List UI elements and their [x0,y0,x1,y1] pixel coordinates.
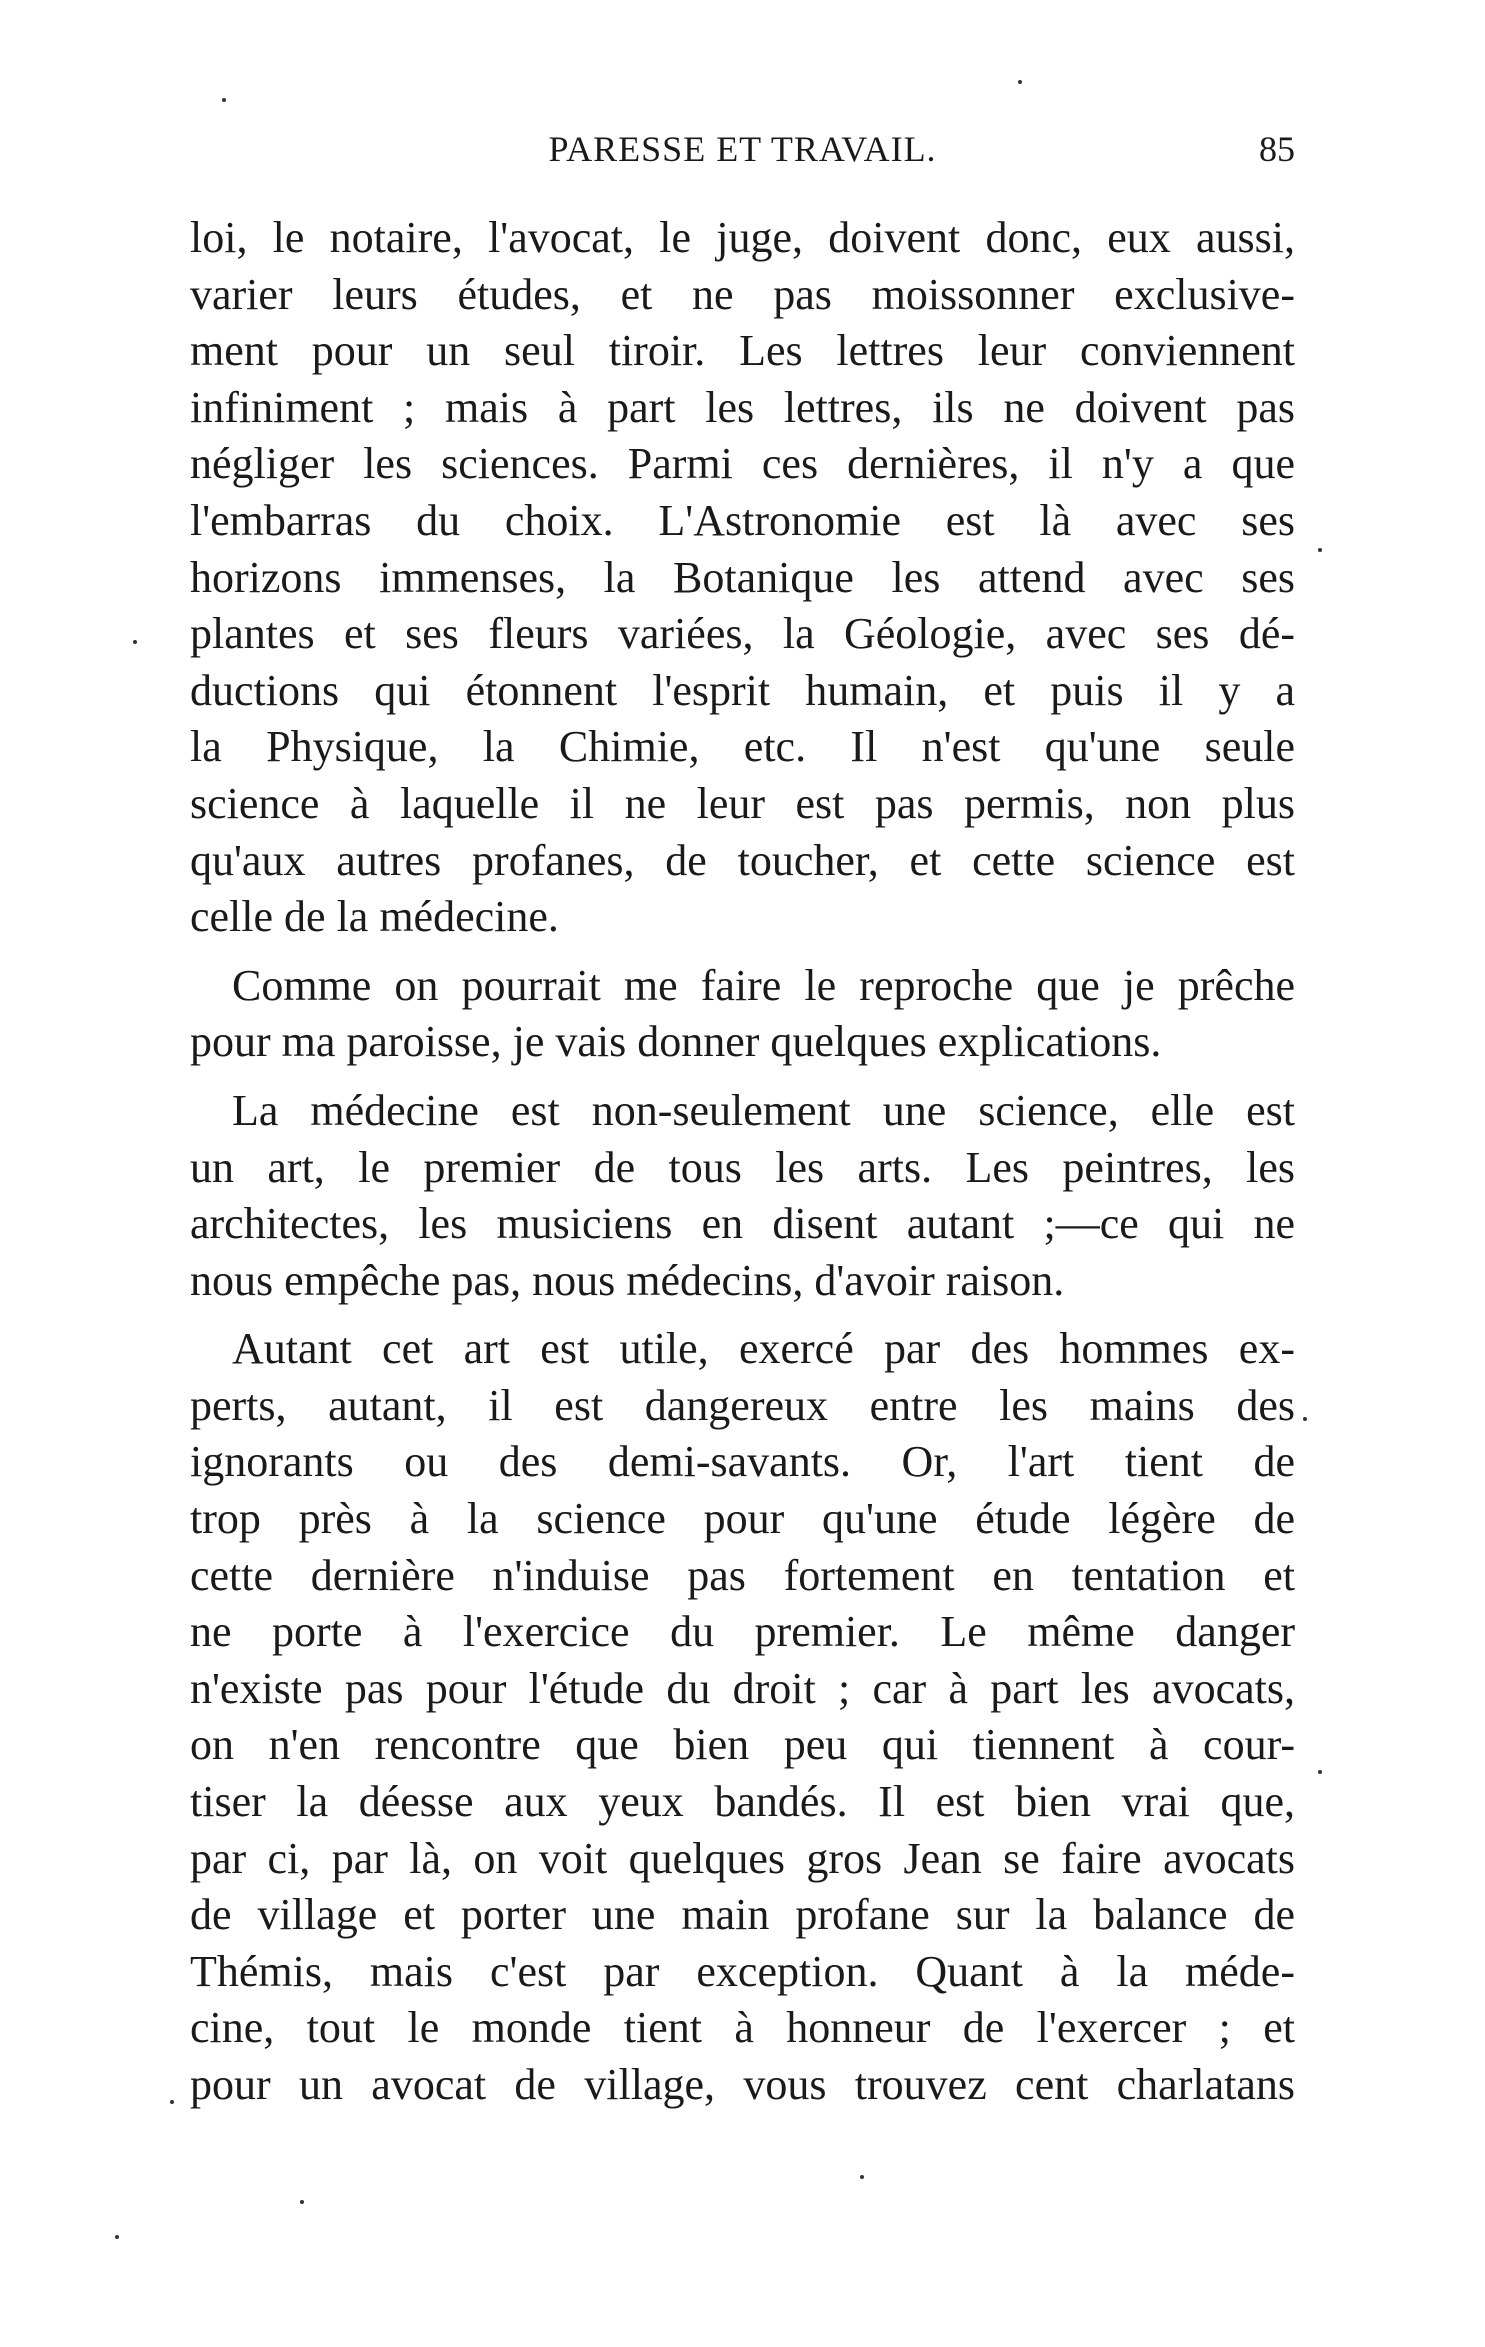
text-line: cette dernière n'induise pas fortement en tentation et [190,1550,1295,1600]
text-line: Thémis, mais c'est par exception. Quant à la méde- [190,1946,1295,1996]
scan-speck [1018,80,1022,84]
text-line: perts, autant, il est dangereux entre les mains des [190,1380,1295,1430]
text-line: nous empêche pas, nous médecins, d'avoir raison. [190,1255,1065,1305]
text-line: architectes, les musiciens en disent autant ;—ce qui ne [190,1199,1295,1249]
text-line: ne porte à l'exercice du premier. Le même danger [190,1607,1295,1657]
text-line: qu'aux autres profanes, de toucher, et cette science est [190,835,1295,885]
scan-speck [222,98,226,102]
scan-speck [170,2100,174,2104]
body-text [190,210,1295,2114]
scan-speck [1303,1417,1307,1421]
text-line: Comme on pourrait me faire le reproche que je prêche [232,960,1295,1010]
running-head [190,128,1295,178]
scan-speck [1318,548,1322,552]
text-line: un art, le premier de tous les arts. Les peintres, les [190,1142,1295,1192]
text-line: horizons immenses, la Botanique les attend avec ses [190,552,1295,602]
text-line: tiser la déesse aux yeux bandés. Il est bien vrai que, [190,1777,1295,1827]
text-line: ductions qui étonnent l'esprit humain, et puis il y a [190,665,1295,715]
text-line: science à laquelle il ne leur est pas permis, non plus [190,778,1295,828]
text-line: pour ma paroisse, je vais donner quelques explications. [190,1017,1162,1067]
text-line: de village et porter une main profane sur la balance de [190,1890,1295,1940]
text-line: négliger les sciences. Parmi ces dernières, il n'y a que [190,439,1295,489]
paragraph-gap [190,1071,1295,1083]
text-line: varier leurs études, et ne pas moissonner exclusive- [190,269,1295,319]
scan-speck [1318,1770,1322,1774]
scan-speck [133,640,137,644]
text-line: pour un avocat de village, vous trouvez cent charlatans [190,2060,1295,2109]
text-line: on n'en rencontre que bien peu qui tiennent à cour- [190,1720,1295,1770]
text-line: n'existe pas pour l'étude du droit ; car à part les avocats, [190,1663,1295,1713]
paragraph-gap [190,946,1295,958]
text-line: cine, tout le monde tient à honneur de l'exercer ; et [190,2003,1295,2053]
scan-speck [860,2175,864,2179]
text-line: La médecine est non-seulement une science, elle est [232,1085,1295,1135]
text-line: celle de la médecine. [190,892,559,942]
text-line: par ci, par là, on voit quelques gros Jean se faire avocats [190,1833,1295,1883]
text-line: Autant cet art est utile, exercé par des hommes ex- [232,1324,1295,1374]
running-title: PARESSE ET TRAVAIL. [548,129,937,169]
text-line: loi, le notaire, l'avocat, le juge, doivent donc, eux aussi, [190,213,1295,262]
text-line: infiniment ; mais à part les lettres, ils ne doivent pas [190,382,1295,432]
text-line: plantes et ses fleurs variées, la Géologie, avec ses dé- [190,609,1295,659]
text-line: trop près à la science pour qu'une étude légère de [190,1494,1295,1544]
paragraph-gap [190,1309,1295,1321]
page-number: 85 [1259,129,1295,169]
text-line: la Physique, la Chimie, etc. Il n'est qu'une seule [190,722,1295,772]
scan-speck [115,2235,119,2239]
text-line: l'embarras du choix. L'Astronomie est là avec ses [190,495,1295,545]
text-line: ignorants ou des demi-savants. Or, l'art tient de [190,1437,1295,1487]
text-line: ment pour un seul tiroir. Les lettres leur conviennent [190,326,1295,376]
scan-speck [300,2200,304,2204]
